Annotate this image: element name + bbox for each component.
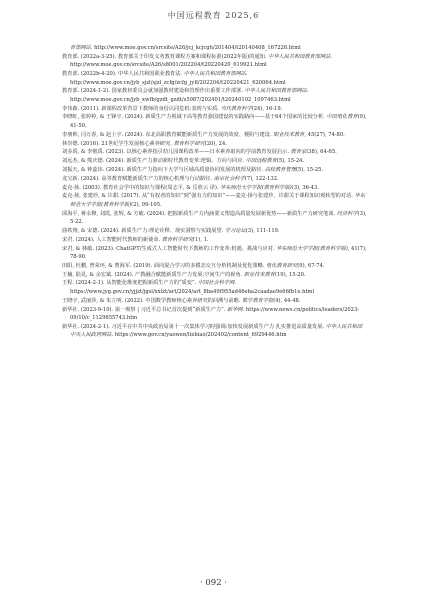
reference-locator: . http://www.moe.gov.cn/jyb_sjzl/sjzl_zcfg/zcfg_jyfl/202204/t20220421_620064.html (70, 71, 286, 86)
reference-entry (62, 262, 367, 271)
reference-text: 刘远杰, & 熊庆德. (2024). 新质生产力驱动新时代教育变革:逻辑、方向与回应. (62, 158, 246, 165)
reference-source: 中国电化教育 (326, 114, 358, 121)
journal-header: 中国远程教育 2025,6 (167, 11, 260, 20)
reference-entry (62, 323, 367, 340)
reference-entry (62, 184, 367, 193)
reference-locator: (5), 15-24. (276, 158, 305, 165)
reference-source: 教育科学研究 (161, 236, 193, 243)
reference-entry (62, 105, 367, 114)
reference-source: 华东师范大学学报(教育科学版) (70, 193, 365, 208)
reference-text: 王楠, 陆晃, & 余宏斌. (2024). 产教融合赋能新质生产力发展:空间生产的视角. (62, 271, 244, 278)
reference-text: 王程. (2024-2-1). 从智能化维度把握新质生产力的“质变”. (62, 280, 198, 287)
reference-source: 华东师范大学学报(教育科学版) (276, 245, 348, 252)
reference-entry (62, 227, 367, 236)
reference-entry (62, 70, 367, 87)
reference-text: 宋君, & 林敏. (2023). ChatGPT/生成式人工智能时代下教师的工作变革:机遇、挑战与应对. (62, 245, 277, 252)
reference-source: 南京社会科学 (213, 175, 245, 182)
reference-source: 高校教育管理 (264, 166, 296, 173)
reference-text: 曲铁翔, & 宋德. (2024). 新质生产力:理论诠释、现实洞察与实践展望. (62, 227, 225, 234)
reference-entry (62, 175, 367, 184)
reference-text: 王晓宇, 武丽莎, & 朱立明. (2022). 中国数学教师核心素养研究的回溯与前瞻. (62, 297, 243, 304)
reference-entry (62, 297, 367, 306)
reference-source: 经济科学 (336, 210, 358, 217)
reference-entry (62, 113, 367, 130)
reference-source: 职业技术教育 (273, 131, 305, 138)
reference-entry (62, 87, 367, 104)
reference-source: 教育家 (290, 149, 307, 156)
reference-locator: , 41(7), 78-90. (70, 245, 367, 261)
reference-entry (62, 157, 367, 166)
reference-source: 中华人民共和国教育部网站 (183, 71, 246, 78)
reference-source: 中华人民共和国中央人民政府网站 (70, 323, 363, 339)
page-number: · 092 · (199, 578, 228, 588)
reference-entry (62, 166, 367, 175)
reference-entry (62, 192, 367, 209)
reference-source: 中国远程教育 (245, 158, 277, 165)
reference-source: 当代教育科学 (220, 105, 252, 112)
reference-source: 电化教育研究 (266, 262, 298, 269)
reference-source: 学习论坛 (224, 227, 246, 234)
reference-entry (62, 44, 367, 53)
reference-entry (62, 236, 367, 245)
reference-entry (62, 245, 367, 262)
reference-entry (62, 271, 367, 280)
reference-text: 教育部. (2022b-4-20). 中华人民共和国职业教育法. (62, 71, 184, 78)
reference-text: 刘多禹, & 李勉禹. (2023). 以核心素养指引幼儿园课程改革——日本素养取向的学前教育发展启示. (62, 149, 291, 156)
reference-entry (62, 131, 367, 140)
reference-locator: . https://www.jyg.gov.cn/yjjzt/jgsl/xxlzt/art/2024/art_8ba49f955ad46eba2caadae9e66fb1e.html (70, 280, 315, 295)
reference-entry (62, 210, 367, 227)
reference-source: 新华网 (227, 306, 243, 313)
reference-list (62, 44, 367, 340)
reference-source: 教育科学研究 (173, 140, 205, 147)
reference-source: 中华人民共和国教育部网站 (244, 88, 307, 95)
reference-locator: (3), 36-43. (291, 184, 319, 191)
reference-locator: . https://www.news.cn/politics/leaders/2023-09/10/c_1129855743.htm (70, 306, 360, 322)
reference-locator: . https://www.gov.cn/yaowen/liebiao/202402/content_6929446.htm (111, 332, 287, 339)
reference-text: 李伟森. (2011). 新课程改革背景下教师的身份认同危机:表现与实质. (62, 105, 221, 112)
reference-locator: (2), 99-105. (131, 201, 162, 208)
reference-entry (62, 306, 367, 323)
reference-text: 宋君. (2024). 人工智能时代教师的新使命. (62, 236, 162, 243)
reference-text: 麦克·扬. (2003). 教育社会学中的知识与课程(周志平, & 岳欣云 译). (62, 184, 221, 191)
reference-text: 新华社. (2023-9-10). 第一观察 | 习近平总书记首次提到“新质生产力”. (62, 306, 228, 313)
reference-source: 数学教育学报 (242, 297, 274, 304)
reference-entry (62, 148, 367, 157)
reference-locator: (7), 122-132. (244, 175, 279, 182)
reference-source: 中华人民共和国教育部网站 (268, 53, 331, 60)
reference-locator: (38), 64-65. (306, 149, 337, 156)
reference-text: 教育部. (2024-1-2). 国家教材委员会就加强教材建设和管理作出重要工作部署. (62, 88, 245, 95)
reference-source: 育部网站 (70, 45, 91, 51)
reference-locator: . http://www.moe.gov.cn/srcsite/A26/s8001/202204/t20220420_619921.html (70, 53, 333, 69)
reference-locator: (5), 15-25. (295, 166, 324, 173)
reference-text: 林崇德. (2016). 21世纪学生发展核心素养研究. (62, 140, 174, 147)
reference-text: 田阳, 杜鹏, 曾荣环, & 曹海军. (2019). 面向混合学习的多模态交互分析机制及优化策略. (62, 262, 267, 269)
reference-locator: (20), 24. (204, 140, 227, 147)
reference-source: 职业技术教育 (243, 271, 275, 278)
reference-text: 李朋帅, 闫万春, & 赵上宇. (2024). 东北高职教育赋能新质生产力发展的效度、梗阻与建设. (62, 131, 274, 138)
reference-text: 新华社. (2024-2-1). 习近平在中共中央政治局第十一次集体学习时强调:加快发展新质生产力 扎实推进高质量发展. (62, 323, 326, 330)
reference-locator: , 45(27), 74-80. (304, 131, 345, 138)
reference-locator: (9), 41-50. (70, 114, 367, 129)
reference-locator: (3), 5-22. (70, 210, 367, 226)
reference-text: 李晓虹, 张婷婷, & 王锋宇. (2024). 新质生产力视域下高等教育强国建设的实践路向——基于64个国家的比较分析. (62, 114, 327, 121)
reference-locator: (9), 67-74. (297, 262, 325, 269)
reference-text: 教育部. (2022a-3-25). 教育部关于印发义务教育课程方案和课程标准(2022年版)的通知. (62, 53, 269, 60)
reference-entry (62, 279, 367, 296)
reference-text: 龙宝新. (2024). 高等教育赋能新质生产力的核心机理与行动路径. (62, 175, 214, 182)
reference-text: 刘振天, & 钟蕊玮. (2024). 新质生产力指向下大学与区域高质量协同发展的机理及路径. (62, 166, 265, 173)
reference-text: 麦克·扬, 张建珍, & 许甜. (2017). 从“有权者的知识”到“强有力的知识”——麦克·扬与张建珍、许甜关于课程知识观转型的对话. (62, 193, 355, 200)
reference-text: 邱海平, 蒋永穆, 刘霞, 张辉, & 方敏. (2024). 把握新质生产力内涵要义塑造高质量发展新优势——新质生产力研究笔谈. (62, 210, 337, 217)
reference-locator: (4), 44-48. (273, 297, 301, 304)
reference-source: 中国社会科学网 (197, 280, 235, 287)
reference-locator: . http://www.moe.gov.cn/srcsite/A26/jcj_kcjcgh/201404/t20140408_167226.html (90, 45, 301, 51)
reference-source: 华东师范大学学报(教育科学版) (220, 184, 292, 191)
reference-entry (62, 140, 367, 149)
reference-locator: (3), 111-119. (245, 227, 280, 234)
reference-locator: (19), 15-20. (274, 271, 306, 278)
reference-locator: (24), 16-19. (251, 105, 283, 112)
reference-locator: . http://www.moe.gov.cn/jyb_xwfb/gzdt_gzdt/s5987/202401/t20240102_1097463.html (70, 88, 309, 103)
reference-entry (62, 53, 367, 70)
reference-locator: (1), 1. (192, 236, 209, 243)
